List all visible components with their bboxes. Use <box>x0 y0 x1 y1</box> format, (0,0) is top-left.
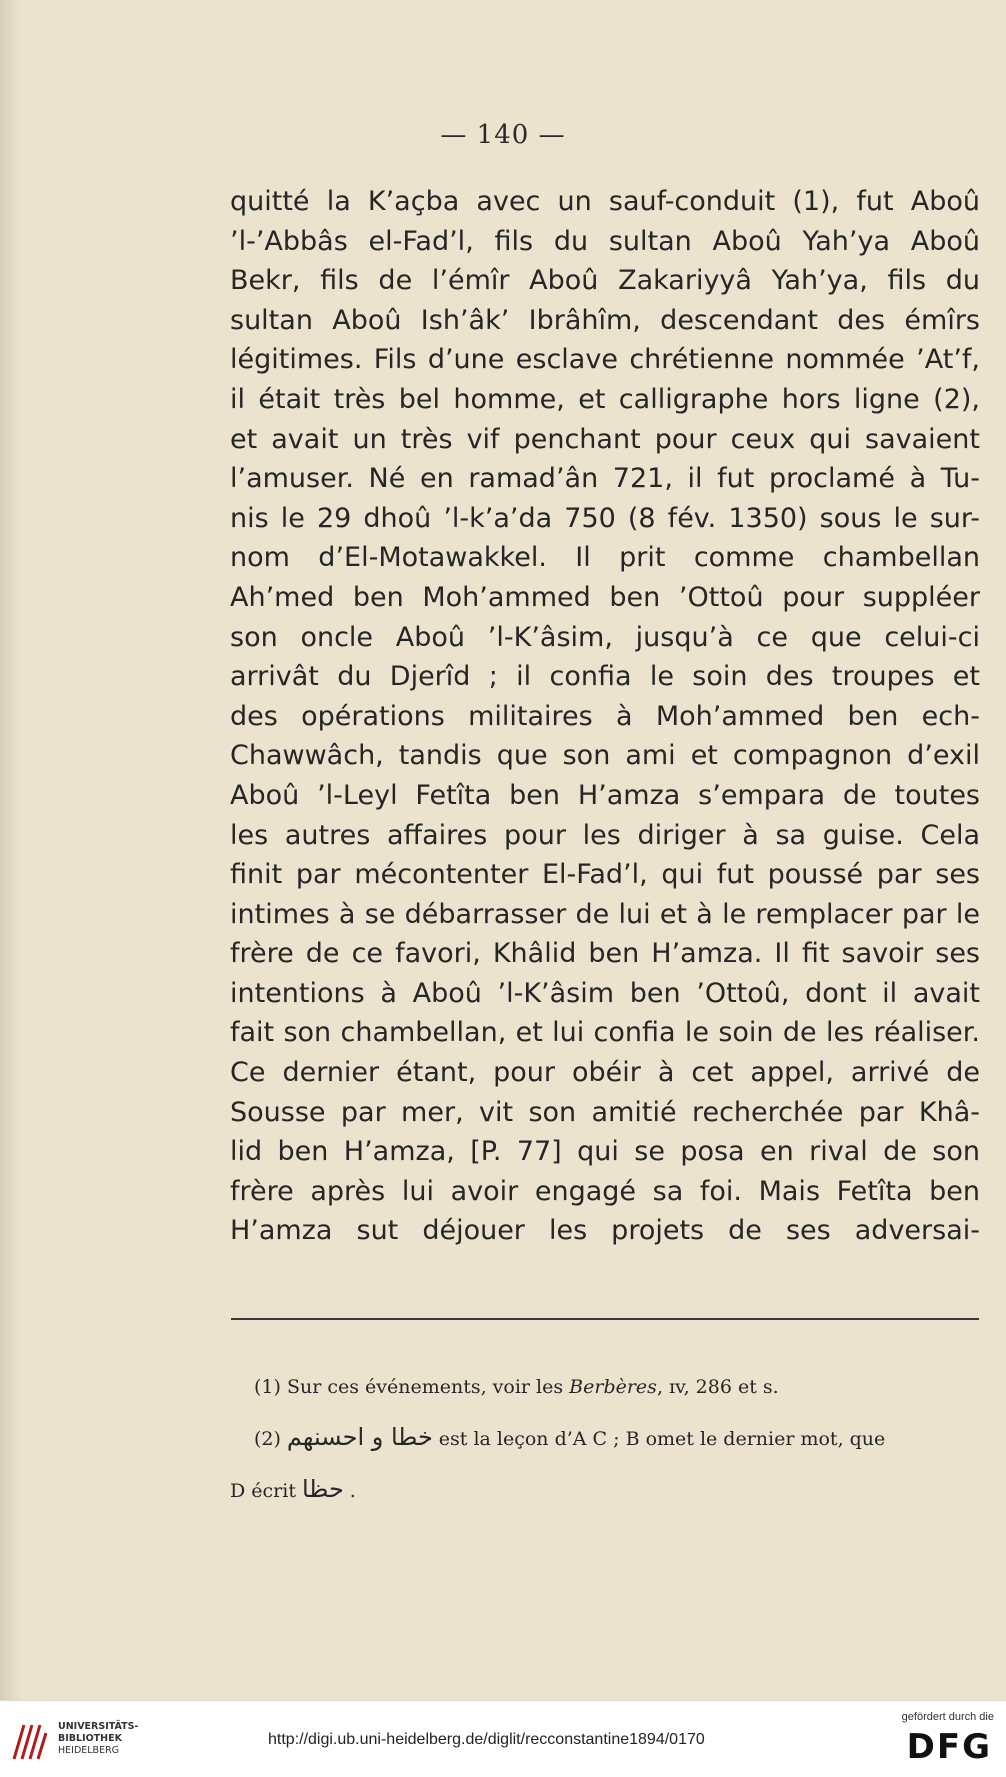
library-name: UNIVERSITÄTS- BIBLIOTHEK HEIDELBERG <box>58 1721 139 1756</box>
footnote-1-text: (1) Sur ces événements, voir les <box>254 1376 570 1398</box>
text-line: intimes à se débarrasser de lui et à le remplacer par le <box>230 898 980 930</box>
text-line: ’l-’Abbâs el-Fad’l, fils du sultan Aboû Yah’ya Aboû <box>230 225 980 257</box>
footnote-3-text: D écrit <box>230 1480 296 1502</box>
text-line: Aboû ’l-Leyl Fetîta ben H’amza s’empara de toutes <box>230 779 980 811</box>
footnote-2-continued <box>230 1464 980 1516</box>
text-line: arrivât du Djerîd ; il confia le soin des troupes et <box>230 661 980 693</box>
text-line: quitté la K’açba avec un sauf-conduit (1), fut Aboû <box>230 186 980 217</box>
permalink-url[interactable]: http://digi.ub.uni-heidelberg.de/diglit/recconstantine1894/0170 <box>268 1731 705 1748</box>
footnote-2-arabic: خطا و احسنهم <box>286 1423 433 1451</box>
footnote-1-title: Berbères <box>569 1376 657 1398</box>
text-line: légitimes. Fils d’une esclave chrétienne nommée ’At’f, <box>230 344 980 376</box>
text-line: nom d’El-Motawakkel. Il prit comme chambellan <box>230 542 980 574</box>
text-line: fait son chambellan, et lui confia le soin de les réaliser. <box>230 1017 980 1049</box>
viewer-footer <box>0 1700 1006 1777</box>
text-line: et avait un très vif penchant pour ceux qui savaient <box>230 423 980 455</box>
text-line: finit par mécontenter El-Fad’l, qui fut poussé par ses <box>230 859 980 891</box>
text-line: l’amuser. Né en ramad’ân 721, il fut proclamé à Tu- <box>230 463 980 495</box>
text-line: frère après lui avoir engagé sa foi. Mais Fetîta ben <box>230 1175 980 1207</box>
text-line: H’amza sut déjouer les projets de ses adversai- <box>230 1215 980 1247</box>
university-library-logo-icon <box>10 1719 50 1763</box>
page-number: — 140 — <box>440 120 566 150</box>
body-text <box>230 182 980 1251</box>
footnotes <box>230 1362 980 1516</box>
text-line: nis le 29 dhoû ’l-k’a’da 750 (8 fév. 1350) sous le sur- <box>230 502 980 534</box>
text-line: il était très bel homme, et calligraphe hors ligne (2), <box>230 383 980 415</box>
text-line: les autres affaires pour les diriger à sa guise. Cela <box>230 819 980 851</box>
text-line: Sousse par mer, vit son amitié recherchée par Khâ- <box>230 1096 980 1128</box>
footnote-divider <box>231 1318 979 1320</box>
text-line: frère de ce favori, Khâlid ben H’amza. Il fit savoir ses <box>230 938 980 970</box>
text-line: sultan Aboû Ish’âk’ Ibrâhîm, descendant des émîrs <box>230 304 980 336</box>
text-line: Ce dernier étant, pour obéir à cet appel, arrivé de <box>230 1057 980 1089</box>
footnote-3-arabic: حظا <box>301 1475 344 1503</box>
scan-edge-shadow <box>0 0 22 1700</box>
text-line: son oncle Aboû ’l-K’âsim, jusqu’à ce que celui-ci <box>230 621 980 653</box>
funding-caption: gefördert durch die <box>901 1711 994 1723</box>
footnote-2-text: est la leçon d’A C ; B omet le dernier mot, que <box>438 1428 886 1450</box>
text-line: Chawwâch, tandis que son ami et compagnon d’exil <box>230 740 980 772</box>
text-line: intentions à Aboû ’l-K’âsim ben ’Ottoû, dont il avait <box>230 977 980 1009</box>
footnote-2-marker: (2) <box>254 1428 281 1450</box>
footnote-1-ref: , ɪv, 286 et s. <box>656 1376 779 1398</box>
text-line: lid ben H’amza, [P. 77] qui se posa en rival de son <box>230 1136 980 1168</box>
text-line: des opérations militaires à Moh’ammed ben ech- <box>230 700 980 732</box>
text-line: Ah’med ben Moh’ammed ben ’Ottoû pour suppléer <box>230 581 980 613</box>
dfg-logo: DFG <box>906 1727 992 1767</box>
footnote-2 <box>230 1412 980 1464</box>
footnote-1 <box>230 1362 980 1412</box>
text-line: Bekr, fils de l’émîr Aboû Zakariyyâ Yah’ya, fils du <box>230 265 980 297</box>
footnote-3-end: . <box>349 1480 356 1502</box>
